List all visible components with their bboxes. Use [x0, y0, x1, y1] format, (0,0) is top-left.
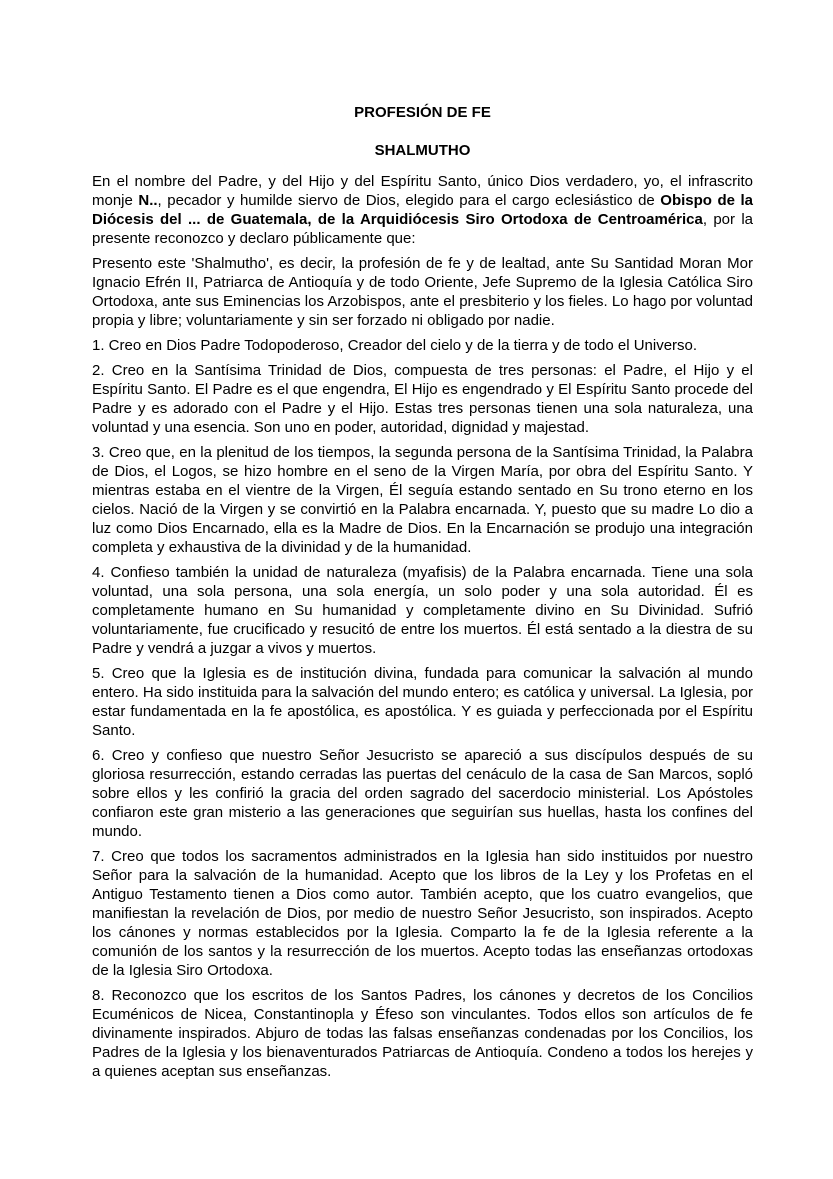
text-segment: 8. Reconozco que los escritos de los Santos Padres, los cánones y decretos de los Concilios Ecuménicos de Nicea, Constantinopla y Éfeso son vinculantes. Todos ellos son artículos de fe divinamente inspirados. Abjuro de todas las falsas enseñanzas condenadas por los Concilios, los Padres de la Iglesia y los bienaventurados Patriarcas de Antioquía. Condeno a todos los herejes y a quienes aceptan sus enseñanzas.	[92, 987, 753, 1080]
text-segment: 2. Creo en la Santísima Trinidad de Dios, compuesta de tres personas: el Padre, el Hijo y el Espíritu Santo. El Padre es el que engendra, El Hijo es engendrado y El Espíritu Santo procede del Padre y es adorado con el Padre y el Hijo. Estas tres personas tienen una sola naturaleza, una voluntad y una esencia. Son uno en poder, autoridad, dignidad y majestad.	[92, 362, 753, 436]
paragraph	[92, 746, 753, 841]
paragraph	[92, 443, 753, 557]
text-segment: 5. Creo que la Iglesia es de institución divina, fundada para comunicar la salvación al mundo entero. Ha sido instituida para la salvación del mundo entero; es católica y universal. La Iglesia, por estar fundamentada en la fe apostólica, es apostólica. Y es guiada y perfeccionada por el Espíritu Santo.	[92, 665, 753, 739]
text-segment: Presento este 'Shalmutho', es decir, la profesión de fe y de lealtad, ante Su Santidad Moran Mor Ignacio Efrén II, Patriarca de Antioquía y de todo Oriente, Jefe Supremo de la Iglesia Católica Siro Ortodoxa, ante sus Eminencias los Arzobispos, ante el presbiterio y los fieles. Lo hago por voluntad propia y libre; voluntariamente y sin ser forzado ni obligado por nadie.	[92, 255, 753, 329]
text-segment: 4. Confieso también la unidad de naturaleza (myafisis) de la Palabra encarnada. Tiene una sola voluntad, una sola persona, una sola energía, un solo poder y una sola autoridad. Él es completamente humano en Su humanidad y completamente divino en Su Divinidad. Sufrió voluntariamente, fue crucificado y resucitó de entre los muertos. Él está sentado a la diestra de su Padre y vendrá a juzgar a vivos y muertos.	[92, 564, 753, 657]
text-segment: , por la presente reconozco y declaro públicamente que:	[92, 211, 753, 247]
bold-text-segment: N..	[138, 192, 158, 209]
paragraph	[92, 336, 753, 355]
text-segment: 6. Creo y confieso que nuestro Señor Jesucristo se apareció a sus discípulos después de su gloriosa resurrección, estando cerradas las puertas del cenáculo de la casa de San Marcos, sopló sobre ellos y les confirió la gracia del orden sagrado del sacerdocio ministerial. Los Apóstoles confiaron este gran misterio a las generaciones que seguirían sus huellas, hasta los confines del mundo.	[92, 747, 753, 840]
text-segment: En el nombre del Padre, y del Hijo y del Espíritu Santo, único Dios verdadero, yo, el infrascrito monje	[92, 173, 753, 209]
paragraph	[92, 361, 753, 437]
bold-text-segment: Obispo de la Diócesis del ... de Guatemala, de la Arquidiócesis Siro Ortodoxa de Centroamérica	[92, 192, 753, 228]
document-body	[92, 172, 753, 1081]
text-segment: 1. Creo en Dios Padre Todopoderoso, Creador del cielo y de la tierra y de todo el Universo.	[92, 337, 698, 354]
paragraph	[92, 664, 753, 740]
text-segment: , pecador y humilde siervo de Dios, elegido para el cargo eclesiástico de	[157, 192, 661, 209]
text-segment: 3. Creo que, en la plenitud de los tiempos, la segunda persona de la Santísima Trinidad, la Palabra de Dios, el Logos, se hizo hombre en el seno de la Virgen María, por obra del Espíritu Santo. Y mientras estaba en el vientre de la Virgen, Él seguía estando sentado en Su trono eterno en los cielos. Nació de la Virgen y se convirtió en la Palabra encarnada. Y, puesto que su madre Lo dio a luz como Dios Encarnado, ella es la Madre de Dios. En la Encarnación se produjo una integración completa y exhaustiva de la divinidad y de la humanidad.	[92, 444, 753, 556]
text-segment: 7. Creo que todos los sacramentos administrados en la Iglesia han sido instituidos por nuestro Señor para la salvación de la humanidad. Acepto que los libros de la Ley y los Profetas en el Antiguo Testamento tienen a Dios como autor. También acepto, que los cuatro evangelios, que manifiestan la revelación de Dios, por medio de nuestro Señor Jesucristo, son inspirados. Acepto los cánones y normas establecidos por la Iglesia. Comparto la fe de la Iglesia referente a la comunión de los santos y la resurrección de los muertos. Acepto todas las enseñanzas ortodoxas de la Iglesia Siro Ortodoxa.	[92, 848, 753, 979]
paragraph	[92, 563, 753, 658]
paragraph	[92, 847, 753, 980]
document-title: PROFESIÓN DE FE	[354, 104, 491, 121]
document-subtitle: SHALMUTHO	[374, 142, 471, 159]
paragraph	[92, 172, 753, 248]
paragraph	[92, 254, 753, 330]
paragraph	[92, 986, 753, 1081]
